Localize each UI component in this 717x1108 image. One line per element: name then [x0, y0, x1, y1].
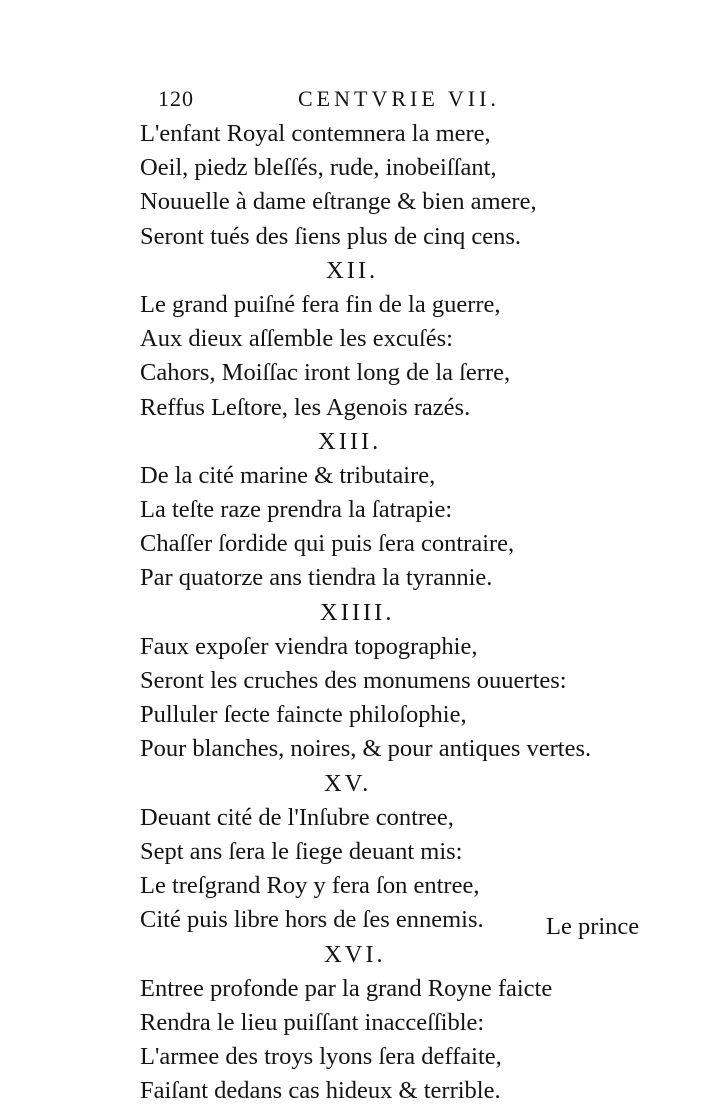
quatrain-number: XVI.: [140, 938, 660, 972]
quatrain-number: XIII.: [140, 425, 660, 459]
verse-line: Chaſſer ſordide qui puis ſera contraire,: [140, 527, 660, 561]
verse-line: Entree profonde par la grand Royne faicte: [140, 972, 660, 1006]
verse-line: Cahors, Moiſſac iront long de la ſerre,: [140, 356, 660, 390]
verse-line: La teſte raze prendra la ſatrapie:: [140, 493, 660, 527]
verse-line: Rendra le lieu puiſſant inacceſſible:: [140, 1006, 660, 1040]
verse-text: [140, 117, 660, 1108]
verse-line: Par quatorze ans tiendra la tyrannie.: [140, 561, 660, 595]
quatrain-number: XV.: [140, 767, 660, 801]
verse-line: Aux dieux aſſemble les excuſés:: [140, 322, 660, 356]
verse-line: Pulluler ſecte faincte philoſophie,: [140, 698, 660, 732]
stanza: [140, 425, 660, 596]
verse-line: Deuant cité de l'Inſubre contree,: [140, 801, 660, 835]
verse-line: L'armee des troys lyons ſera deffaite,: [140, 1040, 660, 1074]
verse-line: L'enfant Royal contemnera la mere,: [140, 117, 660, 151]
verse-line: Faux expoſer viendra topographie,: [140, 630, 660, 664]
quatrain-number: XII.: [140, 254, 660, 288]
verse-line: De la cité marine & tributaire,: [140, 459, 660, 493]
verse-line: Nouuelle à dame eſtrange & bien amere,: [140, 185, 660, 219]
stanza: [140, 596, 660, 767]
verse-line: Seront les cruches des monumens ouuertes:: [140, 664, 660, 698]
quatrain-number: XIIII.: [140, 596, 660, 630]
stanza: [140, 254, 660, 425]
verse-line: Sept ans ſera le ſiege deuant mis:: [140, 835, 660, 869]
verse-line: Pour blanches, noires, & pour antiques vertes.: [140, 732, 660, 766]
verse-line: Le treſgrand Roy y fera ſon entree,: [140, 869, 660, 903]
stanza: [140, 117, 660, 254]
running-head: [158, 86, 538, 118]
catchword: Le prince: [546, 913, 639, 941]
verse-line: Le grand puiſné fera fin de la guerre,: [140, 288, 660, 322]
verse-line: Cité puis libre hors de ſes ennemis.: [140, 903, 660, 937]
page-number: 120: [158, 86, 194, 112]
verse-line: Seront tués des ſiens plus de cinq cens.: [140, 220, 660, 254]
verse-line: Oeil, piedz bleſſés, rude, inobeiſſant,: [140, 151, 660, 185]
verse-line: Reffus Leſtore, les Agenois razés.: [140, 391, 660, 425]
verse-line: Faiſant dedans cas hideux & terrible.: [140, 1074, 660, 1108]
running-title: CENTVRIE VII.: [298, 86, 500, 112]
stanza: [140, 938, 660, 1108]
stanza: [140, 767, 660, 938]
